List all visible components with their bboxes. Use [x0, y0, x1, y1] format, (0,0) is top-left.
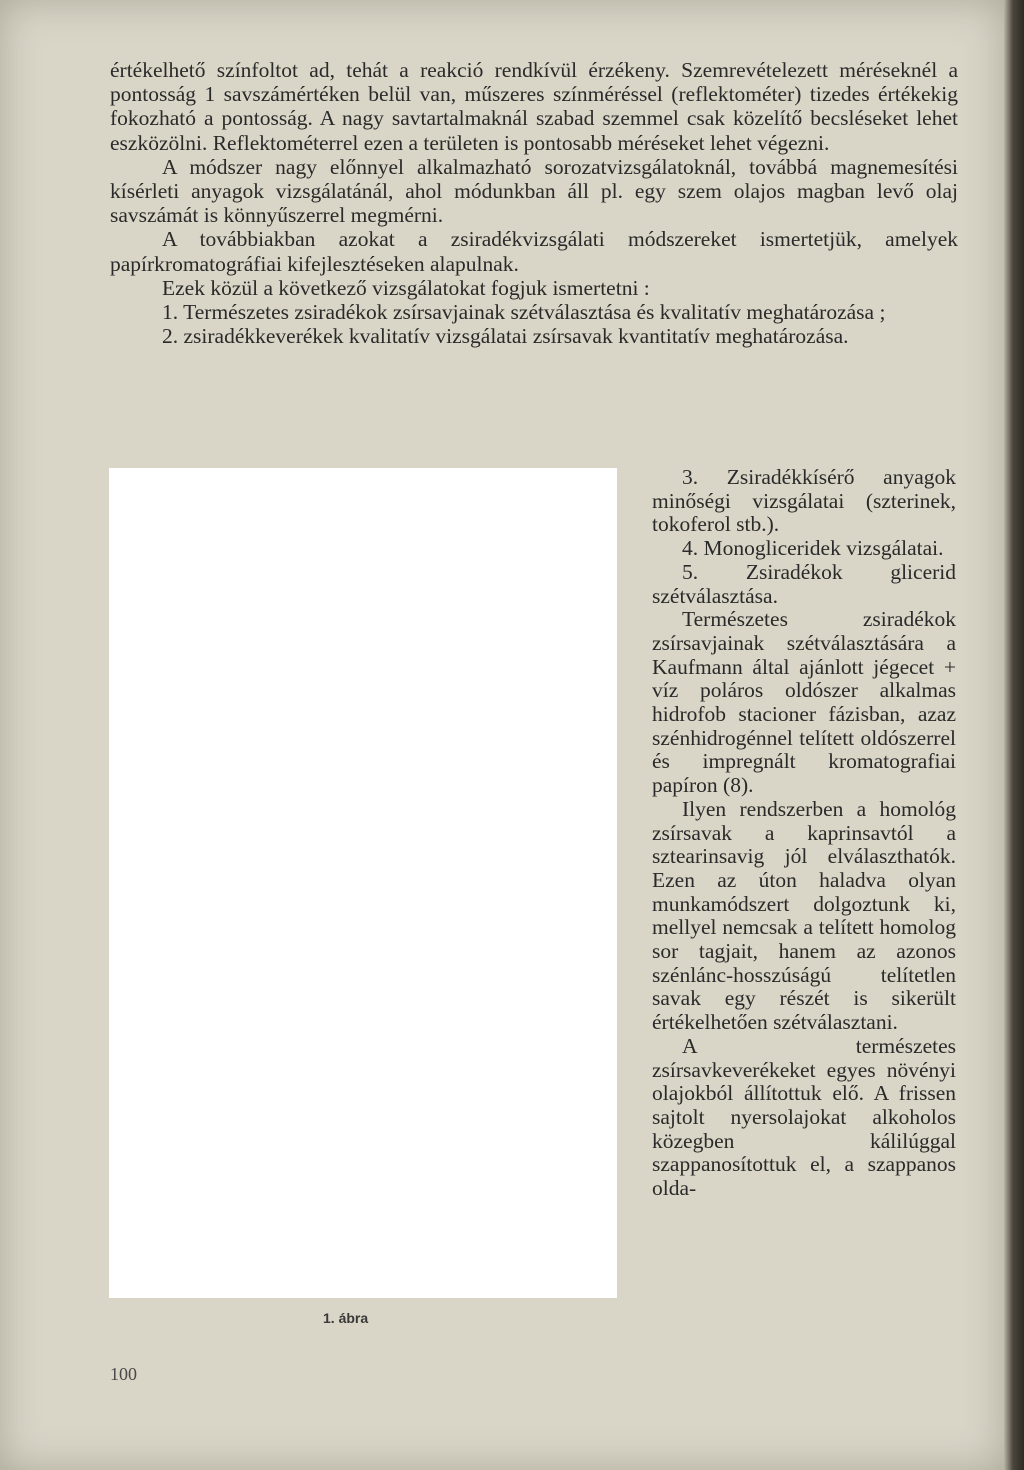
figure-caption: 1. ábra: [323, 1310, 369, 1326]
paragraph: A továbbiakban azokat a zsiradékvizsgálati módszereket ismertetjük, amelyek papírkromatográfiai kifejlesztéseken alapulnak.: [110, 227, 958, 276]
paragraph: A természetes zsírsavkeverékeket egyes növényi olajokból állítottuk elő. A frissen sajtolt nyersolajokat alkoholos közegben kálilúggal szappanosítottuk el, a szappanos olda-: [652, 1033, 956, 1201]
list-item: 5. Zsiradékok glicerid szétválasztása.: [652, 559, 956, 608]
paragraph: Ezek közül a következő vizsgálatokat fogjuk ismertetni :: [162, 275, 650, 300]
paragraph: Természetes zsiradékok zsírsavjainak szétválasztására a Kaufmann által ajánlott jégecet + víz poláros oldószer alkalmas hidrofob stacioner fázisban, azaz szénhidrogénnel telített oldószerrel és impregnált kromatografiai papíron (8).: [652, 607, 956, 798]
list-item: 2. zsiradékkeverékek kvalitatív vizsgálatai zsírsavak kvantitatív meghatározása.: [162, 324, 849, 349]
list-item: 4. Monogliceridek vizsgálatai.: [682, 536, 944, 561]
paragraph: értékelhető színfoltot ad, tehát a reakció rendkívül érzékeny. Szemrevételezett méréseknél a pontosság 1 savszámértéken belül van, műszeres színméréssel (reflektométer) tizedes értékekig fokozható a pontosság. A nagy savtartalmaknál szabad szemmel csak közelítő becsléseket lehet eszközölni. Reflektométerrel ezen a területen is pontosabb méréseket lehet végezni.: [110, 58, 958, 155]
list-item: 3. Zsiradékkísérő anyagok minőségi vizsgálatai (szterinek, tokoferol stb.).: [652, 465, 956, 537]
page-number: 100: [110, 1364, 137, 1384]
side-column-text: [652, 466, 956, 1201]
list-item: 1. Természetes zsiradékok zsírsavjainak szétválasztása és kvalitatív meghatározása ;: [162, 300, 886, 325]
figure-image: [109, 468, 617, 1298]
paragraph: Ilyen rendszerben a homológ zsírsavak a kaprinsavtól a sztearinsavig jól elválaszthatók. Ezen az úton haladva olyan munkamódszert dolgoztunk ki, mellyel nemcsak a telített homolog sor tagjait, hanem az azonos szénlánc-hosszúságú telítetlen savak egy részét is sikerült értékelhetően szétválasztani.: [652, 796, 956, 1035]
paragraph: A módszer nagy előnnyel alkalmazható sorozatvizsgálatoknál, továbbá magnemesítési kísérleti anyagok vizsgálatánál, ahol módunkban áll pl. egy szem olajos magban levő olaj savszámát is könnyűszerrel megmérni.: [110, 154, 958, 228]
full-width-text: [110, 58, 958, 348]
page-edge-shadow: [1004, 0, 1024, 1470]
